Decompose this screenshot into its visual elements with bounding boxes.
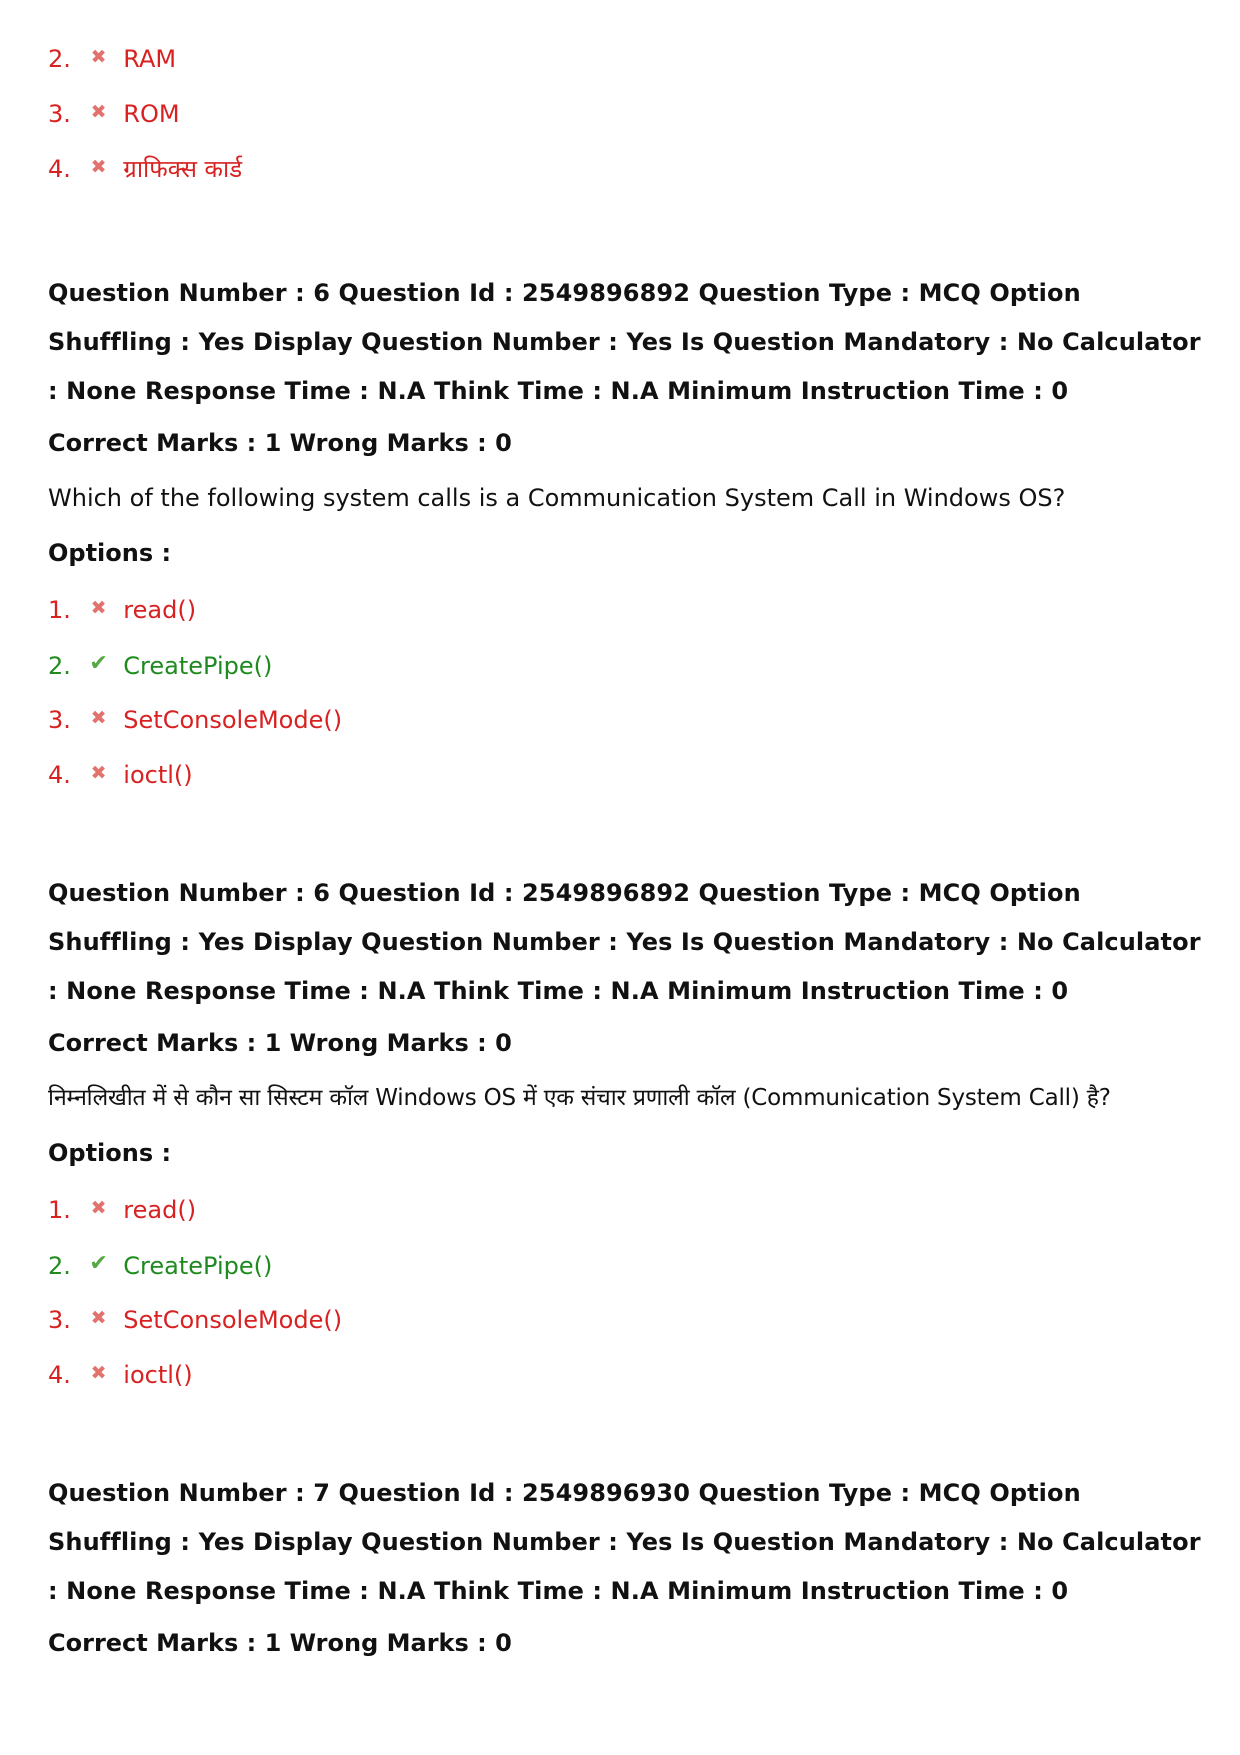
previous-question-options <box>48 30 1208 195</box>
option-text: ioctl() <box>123 1361 193 1389</box>
option-item <box>48 1346 1208 1401</box>
check-mark-icon: ✔ <box>89 1251 108 1276</box>
option-text: ROM <box>123 100 180 128</box>
option-item <box>48 691 1208 746</box>
option-item <box>48 30 1208 85</box>
question-block <box>48 269 1208 801</box>
cross-mark-icon: ✖ <box>90 1362 107 1384</box>
options-label: Options : <box>48 1139 172 1167</box>
option-item-correct <box>48 1236 1208 1291</box>
option-text: CreatePipe() <box>123 1252 273 1280</box>
cross-mark-icon: ✖ <box>90 101 107 123</box>
option-item <box>48 1291 1208 1346</box>
option-item <box>48 581 1208 636</box>
option-item <box>48 1181 1208 1236</box>
option-text: read() <box>123 1196 197 1224</box>
option-text: RAM <box>123 45 177 73</box>
question-marks: Correct Marks : 1 Wrong Marks : 0 <box>48 429 512 457</box>
question-meta: Question Number : 6 Question Id : 2549896892 Question Type : MCQ Option Shuffling : Yes Display Question Number : Yes Is Question Mandatory : No Calculator : None Response Time : N.A Think Time : N.A Minimum Instruction Time : 0 <box>48 279 1201 405</box>
cross-mark-icon: ✖ <box>90 597 107 619</box>
option-number: 2. <box>48 45 71 73</box>
option-item-correct <box>48 636 1208 691</box>
option-number: 2. <box>48 1252 71 1280</box>
spacer <box>48 195 1208 269</box>
spacer <box>48 1401 1208 1469</box>
option-text: ioctl() <box>123 761 193 789</box>
option-number: 2. <box>48 652 71 680</box>
option-text: SetConsoleMode() <box>123 706 343 734</box>
question-text: निम्नलिखीत में से कौन सा सिस्टम कॉल Windows OS में एक संचार प्रणाली कॉल (Communication System Call) है? <box>48 1085 1111 1111</box>
option-item <box>48 85 1208 140</box>
option-number: 4. <box>48 761 71 789</box>
question-block <box>48 869 1208 1401</box>
question-marks: Correct Marks : 1 Wrong Marks : 0 <box>48 1029 512 1057</box>
options-label: Options : <box>48 539 172 567</box>
check-mark-icon: ✔ <box>89 651 108 676</box>
option-text: CreatePipe() <box>123 652 273 680</box>
question-meta: Question Number : 6 Question Id : 2549896892 Question Type : MCQ Option Shuffling : Yes Display Question Number : Yes Is Question Mandatory : No Calculator : None Response Time : N.A Think Time : N.A Minimum Instruction Time : 0 <box>48 879 1201 1005</box>
option-number: 3. <box>48 706 71 734</box>
question-paper-page <box>48 30 1208 1671</box>
question-meta: Question Number : 7 Question Id : 2549896930 Question Type : MCQ Option Shuffling : Yes Display Question Number : Yes Is Question Mandatory : No Calculator : None Response Time : N.A Think Time : N.A Minimum Instruction Time : 0 <box>48 1479 1201 1605</box>
option-text: SetConsoleMode() <box>123 1306 343 1334</box>
cross-mark-icon: ✖ <box>90 1307 107 1329</box>
option-number: 1. <box>48 1196 71 1224</box>
option-number: 1. <box>48 596 71 624</box>
option-item <box>48 746 1208 801</box>
option-text: ग्राफिक्स कार्ड <box>123 155 243 183</box>
cross-mark-icon: ✖ <box>90 707 107 729</box>
option-number: 4. <box>48 155 71 183</box>
question-block <box>48 1469 1208 1671</box>
cross-mark-icon: ✖ <box>90 156 107 178</box>
spacer <box>48 801 1208 869</box>
option-text: read() <box>123 596 197 624</box>
option-number: 3. <box>48 100 71 128</box>
option-item <box>48 140 1208 195</box>
cross-mark-icon: ✖ <box>90 1197 107 1219</box>
cross-mark-icon: ✖ <box>90 762 107 784</box>
option-number: 3. <box>48 1306 71 1334</box>
option-number: 4. <box>48 1361 71 1389</box>
question-text: Which of the following system calls is a Communication System Call in Windows OS? <box>48 484 1066 512</box>
question-marks: Correct Marks : 1 Wrong Marks : 0 <box>48 1629 512 1657</box>
cross-mark-icon: ✖ <box>90 46 107 68</box>
